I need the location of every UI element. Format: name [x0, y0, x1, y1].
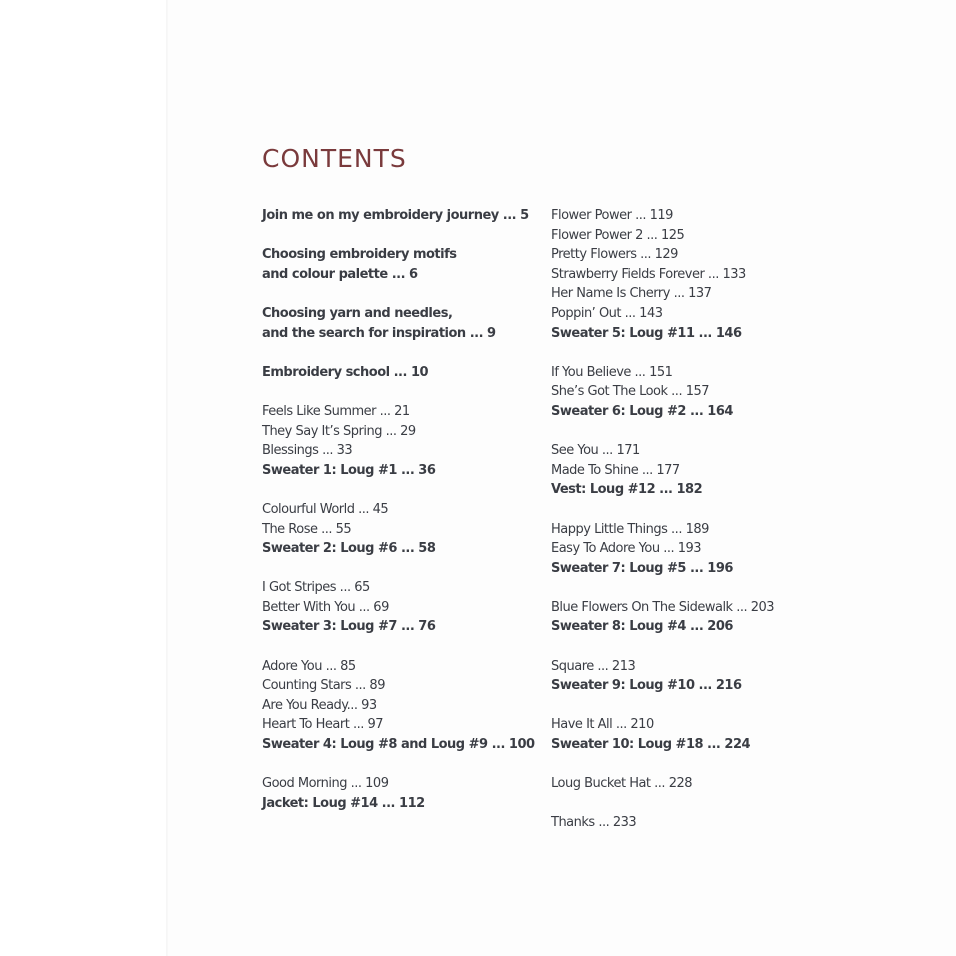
toc-entry: If You Believe ... 151 — [551, 364, 673, 380]
toc-entry-bold: Vest: Loug #12 ... 182 — [551, 482, 703, 498]
group-spacer — [262, 480, 542, 500]
toc-entry-bold: Sweater 9: Loug #10 ... 216 — [551, 678, 742, 694]
toc-entry: Loug Bucket Hat ... 228 — [551, 776, 693, 792]
toc-entry: Feels Like Summer ... 21 — [262, 403, 410, 419]
toc-entry-bold: Sweater 7: Loug #5 ... 196 — [551, 560, 733, 576]
toc-entry-bold: Sweater 10: Loug #18 ... 224 — [551, 737, 751, 753]
toc-entry-bold: and the search for inspiration ... 9 — [262, 325, 496, 341]
toc-entry-bold: Jacket: Loug #14 ... 112 — [262, 795, 425, 811]
toc-entry-bold: and colour palette ... 6 — [262, 266, 418, 282]
toc-entry-bold: Sweater 6: Loug #2 ... 164 — [551, 403, 733, 419]
toc-entry: The Rose ... 55 — [262, 521, 352, 537]
toc-entry: Strawberry Fields Forever ... 133 — [551, 266, 746, 282]
group-spacer — [551, 422, 851, 442]
toc-entry-bold: Join me on my embroidery journey ... 5 — [262, 208, 529, 223]
group-spacer — [262, 382, 542, 402]
toc-entry: Happy Little Things ... 189 — [551, 521, 709, 537]
toc-entry: Good Morning ... 109 — [262, 776, 389, 792]
group-spacer — [262, 343, 542, 363]
toc-entry-bold: Sweater 8: Loug #4 ... 206 — [551, 619, 733, 635]
group-spacer — [262, 226, 542, 246]
toc-entry-bold: Sweater 2: Loug #6 ... 58 — [262, 541, 436, 557]
group-spacer — [262, 755, 542, 775]
toc-entry: Better With You ... 69 — [262, 599, 389, 615]
group-spacer — [551, 578, 851, 598]
toc-left-column — [262, 206, 542, 813]
toc-entry: Colourful World ... 45 — [262, 501, 389, 517]
group-spacer — [262, 559, 542, 579]
toc-entry: Square ... 213 — [551, 658, 636, 674]
page-fold-shadow — [166, 0, 168, 956]
toc-entry-bold: Sweater 5: Loug #11 ... 146 — [551, 325, 742, 341]
group-spacer — [551, 696, 851, 716]
toc-entry: Blessings ... 33 — [262, 443, 353, 459]
group-spacer — [551, 500, 851, 520]
toc-entry-bold: Sweater 3: Loug #7 ... 76 — [262, 619, 436, 635]
toc-entry: Her Name Is Cherry ... 137 — [551, 286, 712, 302]
toc-entry: Thanks ... 233 — [551, 815, 637, 831]
group-spacer — [262, 284, 542, 304]
toc-entry: Have It All ... 210 — [551, 717, 654, 733]
toc-entry: Adore You ... 85 — [262, 658, 356, 674]
toc-entry-bold: Embroidery school ... 10 — [262, 364, 429, 380]
toc-entry: She’s Got The Look ... 157 — [551, 384, 710, 400]
toc-entry: Easy To Adore You ... 193 — [551, 541, 702, 557]
toc-entry: Made To Shine ... 177 — [551, 462, 680, 478]
toc-entry: I Got Stripes ... 65 — [262, 580, 370, 596]
group-spacer — [551, 343, 851, 363]
group-spacer — [551, 755, 851, 775]
toc-entry: Flower Power ... 119 — [551, 208, 673, 223]
toc-entry: Flower Power 2 ... 125 — [551, 227, 685, 243]
toc-right-column — [551, 206, 851, 833]
toc-entry: Heart To Heart ... 97 — [262, 717, 384, 733]
toc-entry: Pretty Flowers ... 129 — [551, 247, 678, 263]
toc-entry: Blue Flowers On The Sidewalk ... 203 — [551, 599, 775, 615]
toc-entry-bold: Choosing yarn and needles, — [262, 305, 453, 321]
toc-entry: Counting Stars ... 89 — [262, 678, 385, 694]
toc-entry: Are You Ready... 93 — [262, 697, 377, 713]
toc-entry: They Say It’s Spring ... 29 — [262, 423, 416, 439]
group-spacer — [262, 637, 542, 657]
group-spacer — [551, 794, 851, 814]
toc-entry-bold: Choosing embroidery motifs — [262, 247, 457, 263]
toc-entry: See You ... 171 — [551, 443, 640, 459]
contents-title: CONTENTS — [262, 144, 407, 173]
toc-entry-bold: Sweater 1: Loug #1 ... 36 — [262, 462, 436, 478]
toc-entry-bold: Sweater 4: Loug #8 and Loug #9 ... 100 — [262, 737, 535, 753]
group-spacer — [551, 637, 851, 657]
toc-entry: Poppin’ Out ... 143 — [551, 305, 663, 321]
